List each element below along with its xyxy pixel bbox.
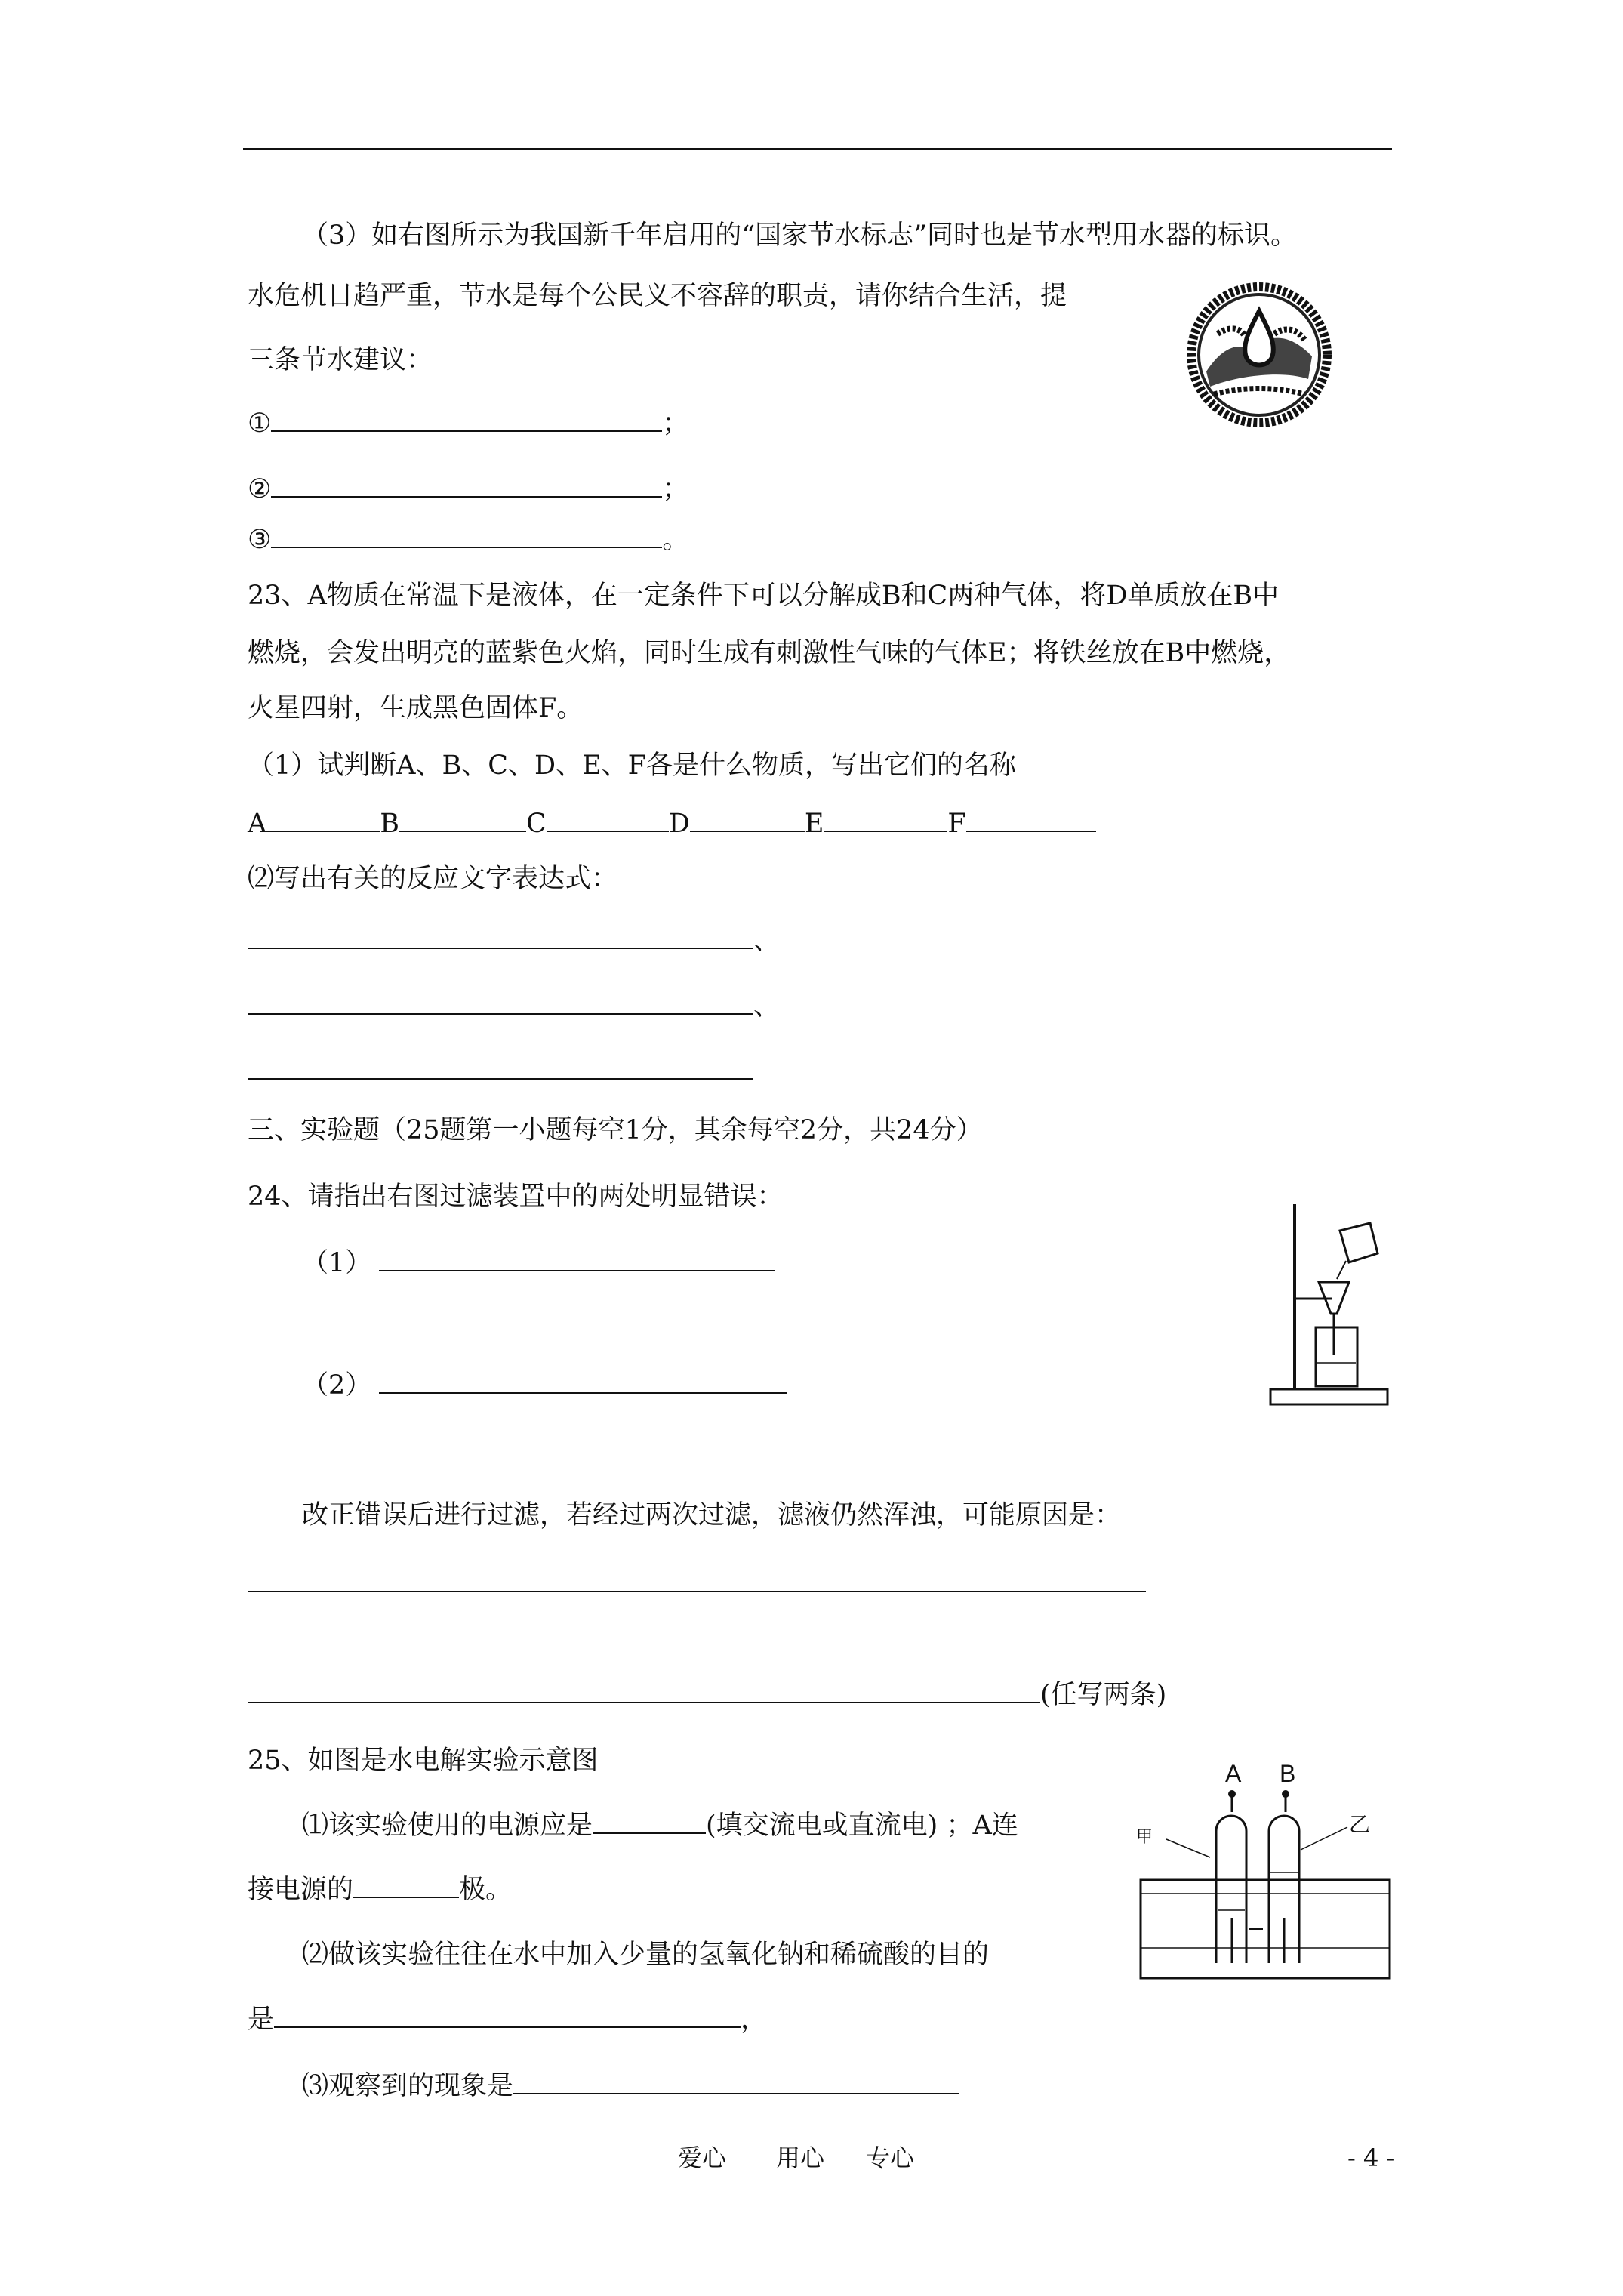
q23-part2: ⑵写出有关的反应文字表达式： [248, 864, 618, 894]
q23-line1: 23、A物质在常温下是液体，在一定条件下可以分解成B和C两种气体，将D单质放在B中 [248, 581, 1280, 611]
q25-p3: ⑶观察到的现象是 [302, 2071, 514, 2101]
equation-sep-1: 、 [753, 926, 781, 956]
letter-c: C [526, 809, 547, 839]
purpose-blank[interactable] [274, 2002, 741, 2028]
q24-item1-label: （1） [302, 1248, 372, 1278]
water-saving-logo-figure [1184, 281, 1335, 429]
letter-e: E [804, 809, 824, 839]
suggestion-line-2 [248, 472, 688, 506]
letter-b: B [380, 809, 400, 839]
q25-p1c: 接电源的 [248, 1875, 354, 1905]
page-number: - 4 - [1347, 2143, 1395, 2172]
q25-p1a: ⑴该实验使用的电源应是 [302, 1811, 593, 1841]
q25-p2b: 是 [248, 2005, 275, 2035]
q24-item2 [302, 1368, 787, 1402]
q23-line2: 燃烧，会发出明亮的蓝紫色火焰，同时生成有刺激性气味的气体E；将铁丝放在B中燃烧， [248, 638, 1291, 668]
footer-mid: 用心 [776, 2143, 825, 2172]
label-b: B [1280, 1760, 1296, 1787]
suggestion-blank-3[interactable] [271, 522, 662, 548]
blank-d[interactable] [690, 806, 805, 832]
q25-p2-line: ⑵做该实验往往在水中加入少量的氢氧化钠和稀硫酸的目的 [302, 1940, 990, 1970]
blank-e[interactable] [824, 806, 947, 832]
suggestion-line-3 [248, 522, 688, 556]
q24-reason-blank-1[interactable] [248, 1591, 1146, 1592]
suggestion-line-1 [248, 406, 688, 440]
letter-a: A [248, 809, 267, 839]
label-a: A [1225, 1760, 1242, 1787]
q24-item1 [302, 1246, 775, 1280]
letter-f: F [947, 809, 966, 839]
suggestion-end-1: ； [662, 408, 689, 439]
q25-p1d: 极。 [459, 1875, 513, 1905]
q24-line2: 改正错误后进行过滤，若经过两次过滤，滤液仍然浑浊，可能原因是： [302, 1500, 1122, 1530]
q24-item2-label: （2） [302, 1370, 372, 1401]
blank-a[interactable] [266, 806, 380, 832]
section3-heading: 三、实验题（25题第一小题每空1分，其余每空2分，共24分） [248, 1115, 983, 1145]
q23-line3: 火星四射，生成黑色固体F。 [248, 693, 584, 723]
filtration-apparatus-figure [1264, 1200, 1393, 1408]
suggestion-end-2: ； [662, 474, 689, 504]
q24-reason-line-2 [248, 1678, 1166, 1712]
q24-tail: (任写两条) [1040, 1680, 1167, 1710]
q25-p1-line2 [248, 1872, 512, 1906]
q25-p2-line2 [248, 2002, 767, 2036]
suggestion-blank-1[interactable] [271, 406, 662, 432]
header-rule [243, 148, 1392, 150]
power-type-blank[interactable] [593, 1808, 706, 1834]
equation-line-2 [248, 989, 780, 1023]
letter-d: D [668, 809, 690, 839]
q22-3-line1: （3）如右图所示为我国新千年启用的“国家节水标志”同时也是节水型用水器的标识。 [302, 220, 1298, 251]
suggestion-mark-3: ③ [248, 525, 272, 555]
equation-blank-1[interactable] [248, 923, 753, 949]
suggestion-mark-2: ② [248, 474, 272, 504]
blank-c[interactable] [547, 806, 669, 832]
equation-sep-2: 、 [753, 991, 781, 1022]
footer-left: 爱心 [678, 2143, 727, 2172]
q24-line1: 24、请指出右图过滤装置中的两处明显错误： [248, 1182, 784, 1212]
q23-part1: （1）试判断A、B、C、D、E、F各是什么物质，写出它们的名称 [248, 750, 1016, 781]
q25-p2c: ， [741, 2005, 768, 2035]
label-yi: 乙 [1349, 1812, 1371, 1837]
equation-blank-3[interactable] [248, 1078, 753, 1080]
footer-right: 专心 [866, 2143, 915, 2172]
label-jia: 甲 [1136, 1828, 1153, 1847]
q23-name-blanks [248, 806, 1096, 840]
q24-reason-blank-2[interactable] [248, 1678, 1040, 1703]
q25-line1: 25、如图是水电解实验示意图 [248, 1746, 599, 1776]
water-electrolysis-figure [1136, 1759, 1397, 1986]
observation-blank[interactable] [513, 2069, 959, 2094]
blank-f[interactable] [966, 806, 1096, 832]
q24-blank-1[interactable] [379, 1246, 775, 1271]
equation-line-1 [248, 923, 780, 957]
electrode-pole-blank[interactable] [353, 1872, 459, 1898]
q25-p1b: (填交流电或直流电) ；A连 [706, 1811, 1018, 1841]
equation-blank-2[interactable] [248, 989, 753, 1015]
q25-p3-line [302, 2069, 959, 2103]
q22-3-line3: 三条节水建议： [248, 345, 433, 375]
q24-blank-2[interactable] [379, 1368, 787, 1394]
q25-p1-line [302, 1808, 1018, 1842]
suggestion-blank-2[interactable] [271, 472, 662, 498]
blank-b[interactable] [399, 806, 526, 832]
suggestion-mark-1: ① [248, 408, 272, 439]
suggestion-end-3: 。 [662, 525, 689, 555]
q22-3-line2: 水危机日趋严重，节水是每个公民义不容辞的职责，请你结合生活，提 [248, 281, 1067, 311]
